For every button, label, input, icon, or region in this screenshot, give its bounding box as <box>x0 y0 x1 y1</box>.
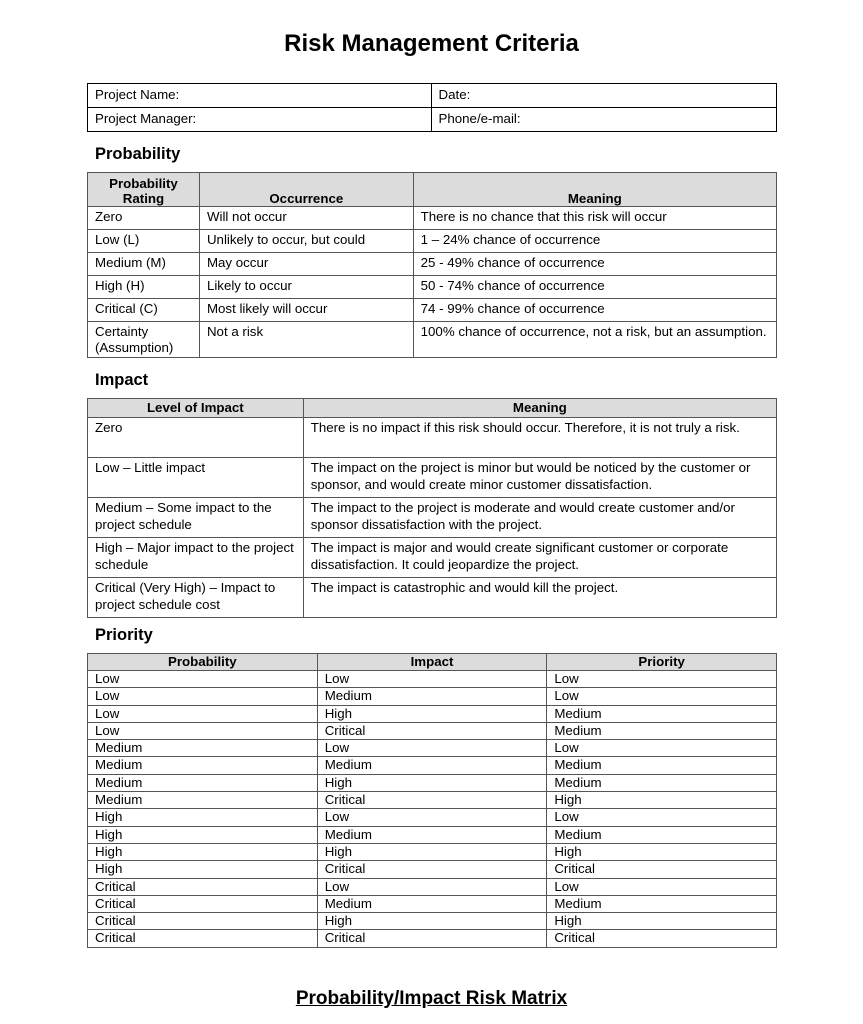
table-row <box>88 418 777 458</box>
rating-cell: Zero <box>88 207 200 230</box>
impact-level-cell: Low – Little impact <box>88 458 304 498</box>
probability-cell: Critical <box>88 878 318 895</box>
phone-email-label: Phone/e-mail: <box>431 108 777 132</box>
impact-meaning-cell: The impact is catastrophic and would kill the project. <box>303 578 776 618</box>
priority-cell: Medium <box>547 895 777 912</box>
priority-cell: Critical <box>547 930 777 947</box>
rating-cell: Medium (M) <box>88 253 200 276</box>
priority-impact-header: Impact <box>317 654 547 671</box>
probability-heading: Probability <box>95 145 181 163</box>
priority-priority-header: Priority <box>547 654 777 671</box>
impact-meaning-cell: The impact is major and would create significant customer or corporate dissatisfaction. It could jeopardize the project. <box>303 538 776 578</box>
priority-cell: Low <box>547 878 777 895</box>
impact-cell: High <box>317 774 547 791</box>
impact-cell: Critical <box>317 722 547 739</box>
project-name-label: Project Name: <box>88 84 432 108</box>
table-row <box>88 843 777 860</box>
priority-cell: Critical <box>547 861 777 878</box>
impact-level-cell: Medium – Some impact to the project schedule <box>88 498 304 538</box>
probability-cell: High <box>88 826 318 843</box>
probability-table <box>87 172 777 358</box>
table-row <box>88 740 777 757</box>
rating-cell: Certainty (Assumption) <box>88 322 200 358</box>
meaning-header: Meaning <box>413 173 776 207</box>
probability-cell: Low <box>88 688 318 705</box>
impact-cell: High <box>317 913 547 930</box>
table-row <box>88 538 777 578</box>
priority-cell: Medium <box>547 722 777 739</box>
probability-cell: Medium <box>88 740 318 757</box>
impact-level-cell: Critical (Very High) – Impact to project schedule cost <box>88 578 304 618</box>
table-row <box>88 774 777 791</box>
meaning-cell: There is no chance that this risk will occur <box>413 207 776 230</box>
impact-cell: High <box>317 705 547 722</box>
impact-table <box>87 398 777 618</box>
impact-level-cell: High – Major impact to the project schedule <box>88 538 304 578</box>
occurrence-cell: Most likely will occur <box>199 299 413 322</box>
table-row <box>88 809 777 826</box>
impact-meaning-cell: The impact on the project is minor but would be noticed by the customer or sponsor, and would create minor customer dissatisfaction. <box>303 458 776 498</box>
priority-cell: High <box>547 843 777 860</box>
page-title: Risk Management Criteria <box>284 30 579 57</box>
impact-meaning-cell: There is no impact if this risk should occur. Therefore, it is not truly a risk. <box>303 418 776 458</box>
table-row <box>88 671 777 688</box>
probability-cell: Critical <box>88 930 318 947</box>
table-row <box>88 861 777 878</box>
impact-heading: Impact <box>95 371 149 389</box>
priority-cell: Low <box>547 688 777 705</box>
probability-cell: Critical <box>88 913 318 930</box>
rating-cell: Critical (C) <box>88 299 200 322</box>
meaning-cell: 100% chance of occurrence, not a risk, but an assumption. <box>413 322 776 358</box>
table-row <box>88 930 777 947</box>
probability-cell: High <box>88 843 318 860</box>
impact-cell: Low <box>317 809 547 826</box>
occurrence-cell: Will not occur <box>199 207 413 230</box>
table-row <box>88 722 777 739</box>
impact-cell: Medium <box>317 895 547 912</box>
priority-table <box>87 653 777 948</box>
priority-cell: Low <box>547 740 777 757</box>
occurrence-cell: Unlikely to occur, but could <box>199 230 413 253</box>
impact-cell: Critical <box>317 792 547 809</box>
priority-cell: Medium <box>547 705 777 722</box>
impact-cell: Low <box>317 740 547 757</box>
probability-cell: High <box>88 861 318 878</box>
impact-cell: High <box>317 843 547 860</box>
impact-cell: Low <box>317 878 547 895</box>
table-row <box>88 322 777 358</box>
priority-cell: Medium <box>547 826 777 843</box>
priority-cell: Medium <box>547 757 777 774</box>
table-row <box>88 757 777 774</box>
table-row <box>88 826 777 843</box>
impact-meaning-cell: The impact to the project is moderate and would create customer and/or sponsor dissatisfaction with the project. <box>303 498 776 538</box>
impact-level-cell: Zero <box>88 418 304 458</box>
priority-cell: Low <box>547 671 777 688</box>
table-row <box>88 498 777 538</box>
impact-cell: Critical <box>317 930 547 947</box>
probability-rating-header: Probability Rating <box>88 173 200 207</box>
priority-cell: Medium <box>547 774 777 791</box>
occurrence-cell: May occur <box>199 253 413 276</box>
table-row <box>88 299 777 322</box>
probability-cell: Medium <box>88 792 318 809</box>
table-row <box>88 792 777 809</box>
occurrence-cell: Likely to occur <box>199 276 413 299</box>
date-label: Date: <box>431 84 777 108</box>
probability-cell: High <box>88 809 318 826</box>
probability-cell: Low <box>88 671 318 688</box>
rating-cell: Low (L) <box>88 230 200 253</box>
impact-cell: Medium <box>317 826 547 843</box>
meaning-cell: 1 – 24% chance of occurrence <box>413 230 776 253</box>
occurrence-cell: Not a risk <box>199 322 413 358</box>
priority-probability-header: Probability <box>88 654 318 671</box>
meaning-cell: 74 - 99% chance of occurrence <box>413 299 776 322</box>
table-row <box>88 207 777 230</box>
impact-cell: Critical <box>317 861 547 878</box>
probability-cell: Low <box>88 705 318 722</box>
table-row <box>88 913 777 930</box>
level-of-impact-header: Level of Impact <box>88 399 304 418</box>
meaning-cell: 25 - 49% chance of occurrence <box>413 253 776 276</box>
probability-cell: Low <box>88 722 318 739</box>
matrix-title: Probability/Impact Risk Matrix <box>295 988 568 1009</box>
impact-cell: Low <box>317 671 547 688</box>
table-row <box>88 276 777 299</box>
priority-cell: High <box>547 792 777 809</box>
table-row <box>88 878 777 895</box>
priority-cell: High <box>547 913 777 930</box>
rating-cell: High (H) <box>88 276 200 299</box>
table-row <box>88 578 777 618</box>
table-row <box>88 895 777 912</box>
probability-cell: Medium <box>88 757 318 774</box>
impact-cell: Medium <box>317 757 547 774</box>
table-row <box>88 705 777 722</box>
project-manager-label: Project Manager: <box>88 108 432 132</box>
impact-cell: Medium <box>317 688 547 705</box>
project-info-table <box>87 83 777 132</box>
probability-cell: Medium <box>88 774 318 791</box>
priority-cell: Low <box>547 809 777 826</box>
impact-meaning-header: Meaning <box>303 399 776 418</box>
meaning-cell: 50 - 74% chance of occurrence <box>413 276 776 299</box>
occurrence-header: Occurrence <box>199 173 413 207</box>
table-row <box>88 230 777 253</box>
table-row <box>88 458 777 498</box>
table-row <box>88 688 777 705</box>
priority-heading: Priority <box>95 626 153 644</box>
probability-cell: Critical <box>88 895 318 912</box>
table-row <box>88 253 777 276</box>
